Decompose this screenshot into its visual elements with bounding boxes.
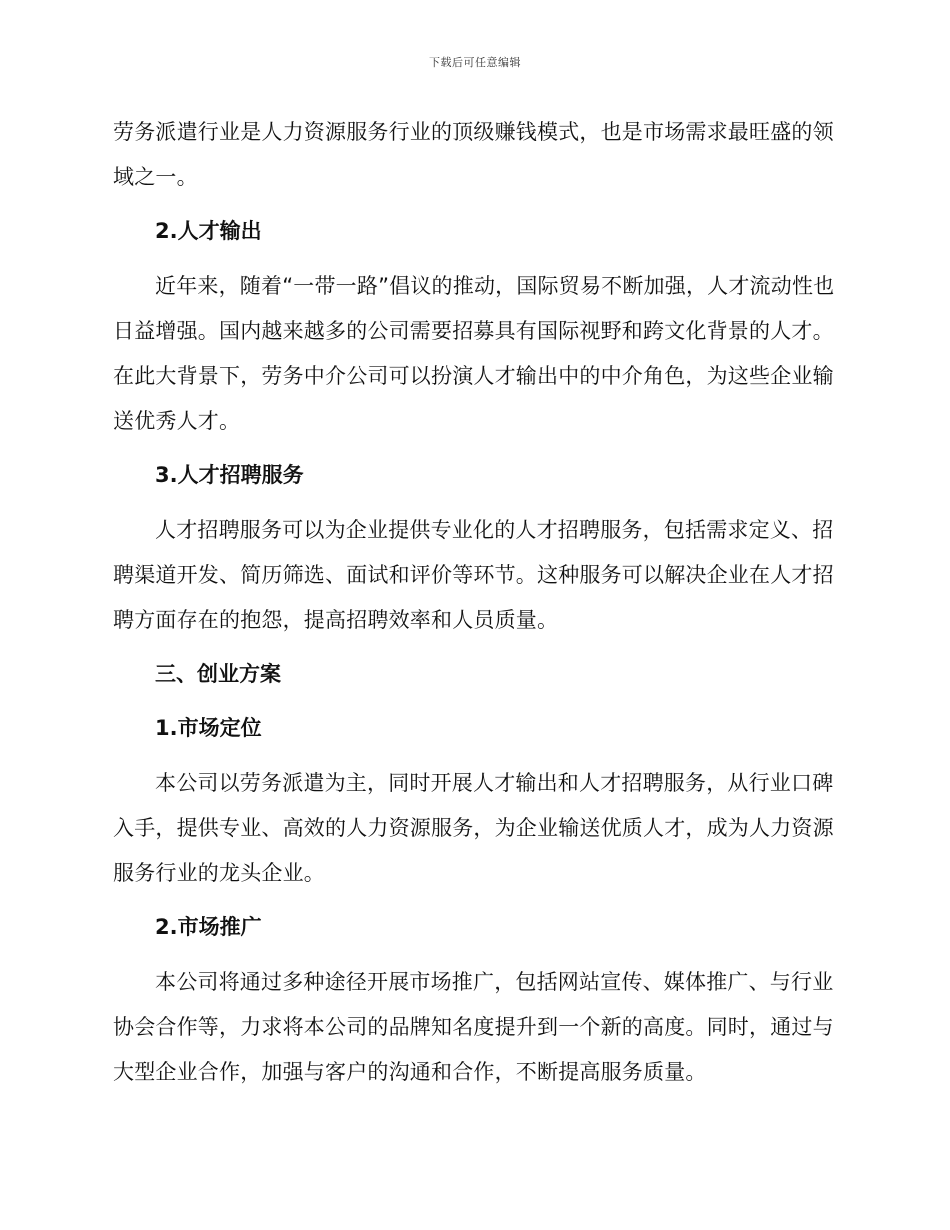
spacer (113, 950, 838, 960)
paragraph-recruitment-service: 人才招聘服务可以为企业提供专业化的人才招聘服务，包括需求定义、招聘渠道开发、简历筛选、面试和评价等环节。这种服务可以解决企业在人才招聘方面存在的抱怨，提高招聘效率和人员质量。 (113, 518, 834, 632)
spacer (113, 751, 838, 761)
heading-market-promotion: 2.市场推广 (155, 915, 262, 939)
spacer (113, 896, 838, 905)
spacer (113, 200, 838, 209)
spacer (113, 498, 838, 508)
spacer (113, 697, 838, 706)
heading-talent-output: 2.人才输出 (155, 219, 262, 243)
header-note: 下载后可任意编辑 (429, 56, 521, 69)
heading-business-plan: 三、创业方案 (155, 662, 281, 686)
paragraph-talent-output: 近年来，随着“一带一路”倡议的推动，国际贸易不断加强，人才流动性也日益增强。国内越来越多的公司需要招募具有国际视野和跨文化背景的人才。在此大背景下，劳务中介公司可以扮演人才输出中的中介角色，为这些企业输送优秀人才。 (113, 274, 835, 433)
spacer (113, 254, 838, 264)
document-body (113, 110, 838, 1095)
spacer (113, 643, 838, 652)
heading-recruitment-service: 3.人才招聘服务 (155, 463, 304, 487)
paragraph-intro: 劳务派遣行业是人力资源服务行业的顶级赚钱模式，也是市场需求最旺盛的领域之一。 (113, 120, 834, 189)
paragraph-market-promotion: 本公司将通过多种途径开展市场推广，包括网站宣传、媒体推广、与行业协会合作等，力求将本公司的品牌知名度提升到一个新的高度。同时，通过与大型企业合作，加强与客户的沟通和合作，不断提高服务质量。 (113, 970, 834, 1084)
paragraph-market-positioning: 本公司以劳务派遣为主，同时开展人才输出和人才招聘服务，从行业口碑入手，提供专业、高效的人力资源服务，为企业输送优质人才，成为人力资源服务行业的龙头企业。 (113, 771, 834, 885)
heading-market-positioning: 1.市场定位 (155, 716, 262, 740)
spacer (113, 444, 838, 453)
